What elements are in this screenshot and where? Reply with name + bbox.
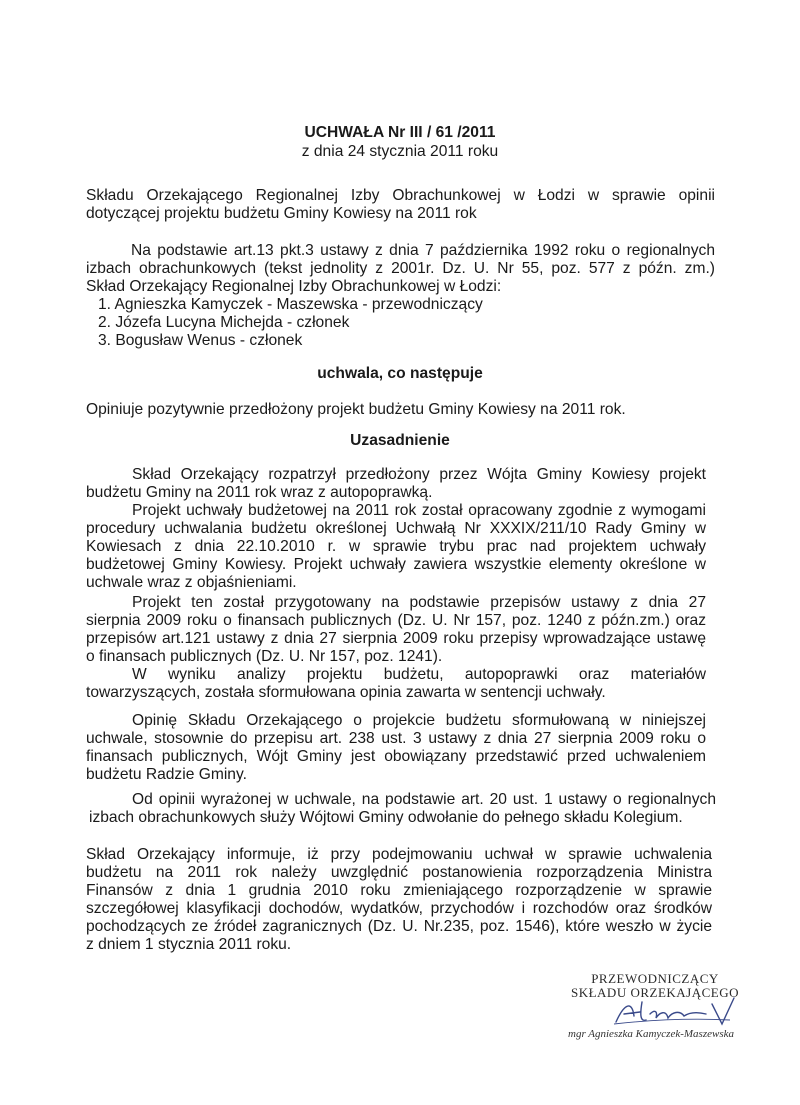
resolves-heading: uchwala, co następuje — [317, 365, 483, 382]
paragraph-line: przepisów art.121 ustawy z dnia 27 sierpnia 2009 roku przepisy wprowadzające ustawę — [86, 630, 706, 647]
basis-line: izbach obrachunkowych (tekst jednolity z 2001r. Dz. U. Nr 55, poz. 577 z późn. zm.) — [86, 260, 715, 277]
paragraph-line: uchwale wraz z objaśnieniami. — [86, 574, 297, 591]
handwritten-signature-icon — [610, 994, 740, 1030]
paragraph-line: Projekt ten został przygotowany na podstawie przepisów ustawy z dnia 27 — [132, 594, 706, 611]
signature-stamp — [560, 971, 750, 1040]
paragraph-line: pochodzących ze źródeł zagranicznych (Dz. U. Nr.235, poz. 1546), które weszło w życie — [86, 918, 712, 935]
justification-paragraph-7 — [86, 846, 712, 954]
paragraph-line: finansach publicznych, Wójt Gminy jest obowiązany przedstawić przed uchwaleniem — [86, 748, 706, 765]
paragraph-line: Skład Orzekający informuje, iż przy podejmowaniu uchwał w sprawie uchwalenia — [86, 846, 712, 863]
paragraph-line: towarzyszących, została sformułowana opinia zawarta w sentencji uchwały. — [86, 684, 606, 701]
paragraph-line: sierpnia 2009 roku o finansach publicznych (Dz. U. Nr 157, poz. 1240 z późn.zm.) oraz — [86, 612, 706, 629]
paragraph-line: budżetu na 2011 rok należy uwzględnić postanowienia rozporządzenia Ministra — [86, 864, 712, 881]
paragraph-line: szczegółowej klasyfikacji dochodów, wydatków, przychodów i rozchodów oraz środków — [86, 900, 712, 917]
subject-line: dotyczącej projektu budżetu Gminy Kowiesy na 2011 rok — [86, 205, 477, 222]
justification-paragraph-6 — [86, 791, 716, 827]
signatory-name: mgr Agnieszka Kamyczek-Maszewska — [568, 1028, 734, 1040]
paragraph-line: Kowiesach z dnia 22.10.2010 r. w sprawie trybu prac nad projektem uchwały — [86, 538, 706, 555]
resolution-subject — [86, 187, 715, 223]
paragraph-line: uchwale, stosownie do przepisu art. 238 ust. 3 ustawy z dnia 27 sierpnia 2009 roku o — [86, 730, 706, 747]
paragraph-line: Skład Orzekający rozpatrzył przedłożony przez Wójta Gminy Kowiesy projekt — [132, 466, 706, 483]
paragraph-line: izbach obrachunkowych służy Wójtowi Gminy odwołanie do pełnego składu Kolegium. — [89, 809, 683, 826]
justification-paragraph-2 — [86, 502, 706, 592]
opinion-text: Opiniuje pozytywnie przedłożony projekt budżetu Gminy Kowiesy na 2011 rok. — [86, 401, 626, 418]
justification-paragraph-4 — [86, 666, 706, 702]
justification-paragraph-1 — [86, 466, 706, 502]
justification-paragraph-3 — [86, 594, 706, 666]
list-item: 1. Agnieszka Kamyczek - Maszewska - przewodniczący — [98, 296, 483, 313]
paragraph-line: budżetowej Gminy Kowiesy. Projekt uchwały zawiera wszystkie elementy określone w — [86, 556, 706, 573]
resolution-title: UCHWAŁA Nr III / 61 /2011 — [304, 124, 496, 141]
paragraph-line: Finansów z dnia 1 grudnia 2010 roku zmieniającego rozporządzenie w sprawie — [86, 882, 712, 899]
paragraph-line: procedury uchwalania budżetu określonej Uchwałą Nr XXXIX/211/10 Rady Gminy w — [86, 520, 706, 537]
paragraph-line: Projekt uchwały budżetowej na 2011 rok został opracowany zgodnie z wymogami — [132, 502, 706, 519]
paragraph-line: W wyniku analizy projektu budżetu, autopoprawki oraz materiałów — [132, 666, 706, 683]
resolution-date: z dnia 24 stycznia 2011 roku — [301, 143, 499, 160]
justification-paragraph-5 — [86, 712, 706, 784]
basis-line: Na podstawie art.13 pkt.3 ustawy z dnia 7 października 1992 roku o regionalnych — [131, 242, 715, 259]
paragraph-line: o finansach publicznych (Dz. U. Nr 157, poz. 1241). — [86, 648, 443, 665]
list-item: 2. Józefa Lucyna Michejda - członek — [98, 314, 350, 331]
legal-basis — [86, 242, 715, 296]
justification-heading: Uzasadnienie — [350, 432, 450, 449]
members-list — [98, 296, 483, 350]
basis-line: Skład Orzekający Regionalnej Izby Obrachunkowej w Łodzi: — [86, 278, 502, 295]
list-item: 3. Bogusław Wenus - członek — [98, 332, 303, 349]
stamp-title-line: SKŁADU ORZEKAJĄCEGO — [570, 985, 740, 1000]
paragraph-line: Opinię Składu Orzekającego o projekcie budżetu sformułowaną w niniejszej — [132, 712, 706, 729]
paragraph-line: budżetu Radzie Gminy. — [86, 766, 247, 783]
paragraph-line: Od opinii wyrażonej w uchwale, na podstawie art. 20 ust. 1 ustawy o regionalnych — [132, 791, 716, 808]
paragraph-line: z dniem 1 stycznia 2011 roku. — [86, 936, 292, 953]
subject-line: Składu Orzekającego Regionalnej Izby Obrachunkowej w Łodzi w sprawie opinii — [86, 187, 715, 204]
paragraph-line: budżetu Gminy na 2011 rok wraz z autopoprawką. — [86, 484, 433, 501]
stamp-title-line: PRZEWODNICZĄCY — [591, 971, 719, 986]
